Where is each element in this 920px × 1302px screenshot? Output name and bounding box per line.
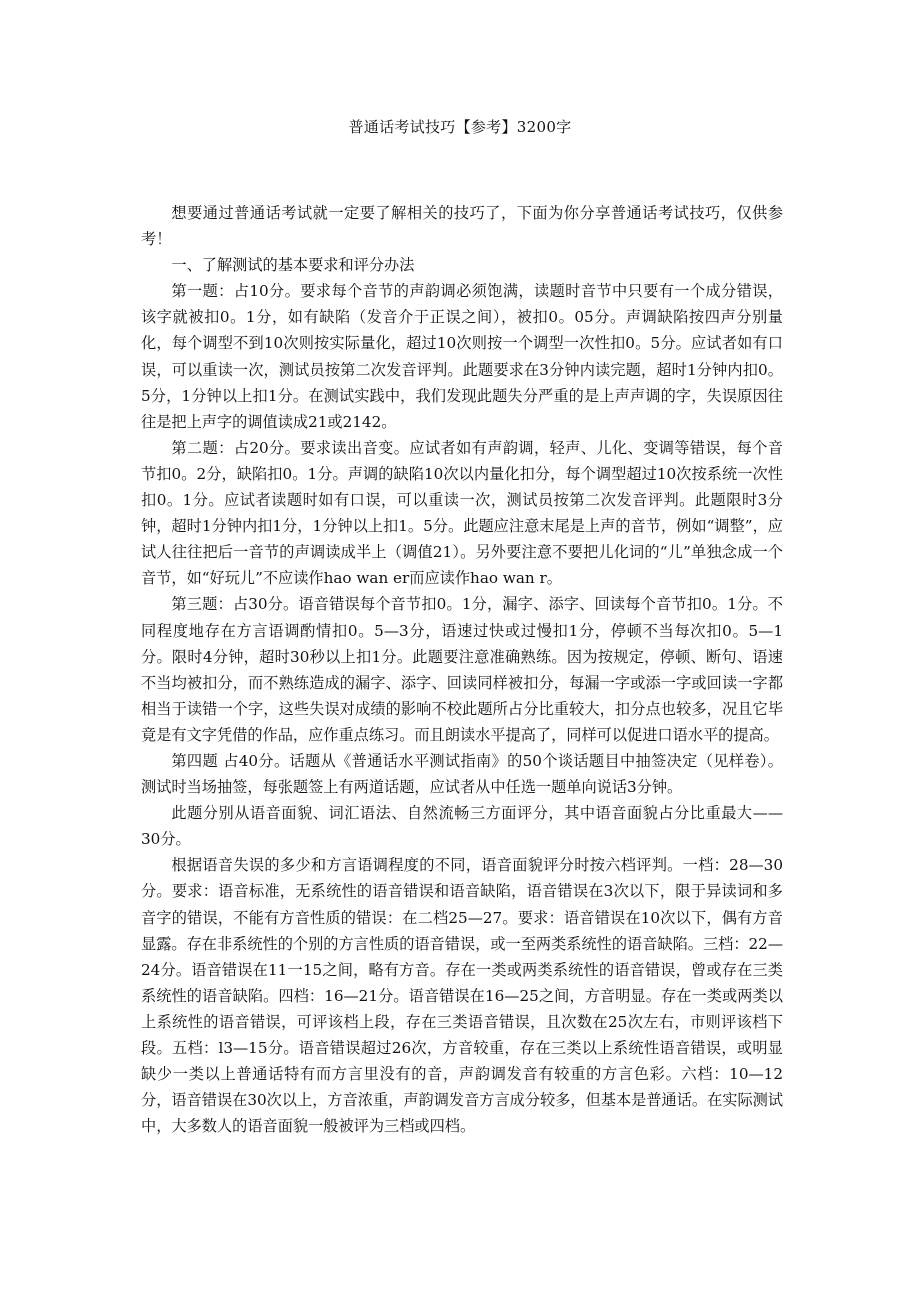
question-4-paragraph: 第四题 占40分。话题从《普通话水平测试指南》的50个谈话题目中抽签决定（见样卷）。测试时当场抽签，每张题签上有两道话题，应试者从中任选一题单向说话3分钟。 xyxy=(141,751,783,797)
scoring-aspects-paragraph: 此题分别从语音面貌、词汇语法、自然流畅三方面评分，其中语音面貌占分比重最大——30分。 xyxy=(141,804,783,849)
section-heading: 一、了解测试的基本要求和评分办法 xyxy=(171,256,415,275)
document-body xyxy=(141,200,783,1139)
document-title: 普通话考试技巧【参考】3200字 xyxy=(348,118,572,136)
question-3-paragraph: 第三题：占30分。语音错误每个音节扣0。1分，漏字、添字、回读每个音节扣0。1分。不同程度地存在方言语调酌情扣0。5—3分，语速过快或过慢扣1分，停顿不当每次扣0。5—1分。限时4分钟，超时30秒以上扣1分。此题要注意准确熟练。因为按规定，停顿、断句、语速不当均被扣分，而不熟练造成的漏字、添字、回读同样被扣分，每漏一字或添一字或回读一字都相当于读错一个字，这些失误对成绩的影响不校此题所占分比重较大，扣分点也较多，况且它毕竟是有文字凭借的作品，应作重点练习。而且朗读水平提高了，同样可以促进口语水平的提高。 xyxy=(141,595,783,744)
grading-levels-paragraph: 根据语音失误的多少和方言语调程度的不同，语音面貌评分时按六档评判。一档：28—30分。要求：语音标准，无系统性的语音错误和语音缺陷，语音错误在3次以下，限于异读词和多音字的错误，不能有方音性质的错误：在二档25—27。要求：语音错误在10次以下，偶有方音显露。存在非系统性的个别的方言性质的语音错误，或一至两类系统性的语音缺陷。三档：22—24分。语音错误在11一15之间，略有方音。存在一类或两类系统性的语音错误，曾或存在三类系统性的语音缺陷。四档：16—21分。语音错误在16—25之间，方音明显。存在一类或两类以上系统性的语音错误，可评该档上段，存在三类语音错误，且次数在25次左右，市则评该档下段。五档：l3—15分。语音错误超过26次，方音较重，存在三类以上系统性语音错误，或明显缺少一类以上普通话特有而方言里没有的音，声韵调发音有较重的方言色彩。六档：10—12分，语音错误在30次以上，方音浓重，声韵调发音方言成分较多，但基本是普通话。在实际测试中，大多数人的语音面貌一般被评为三档或四档。 xyxy=(141,856,784,1136)
intro-paragraph: 想要通过普通话考试就一定要了解相关的技巧了，下面为你分享普通话考试技巧，仅供参考！ xyxy=(141,204,783,249)
question-2-paragraph: 第二题：占20分。要求读出音变。应试者如有声韵调，轻声、儿化、变调等错误，每个音节扣0。2分，缺陷扣0。1分。声调的缺陷10次以内量化扣分，每个调型超过10次按系统一次性扣0。1分。应试者读题时如有口误，可以重读一次，测试员按第二次发音评判。此题限时3分钟，超时1分钟内扣1分，1分钟以上扣1。5分。此题应注意末尾是上声的音节，例如“调整”，应试人往往把后一音节的声调读成半上（调值21）。另外要注意不要把儿化词的“儿”单独念成一个音节，如“好玩儿”不应读作hao wan er而应读作hao wan r。 xyxy=(141,438,783,588)
question-1-paragraph: 第一题：占10分。要求每个音节的声韵调必须饱满，读题时音节中只要有一个成分错误，该字就被扣0。1分，如有缺陷（发音介于正误之间），被扣0。05分。声调缺陷按四声分别量化，每个调型不到10次则按实际量化，超过10次则按一个调型一次性扣0。5分。应试者如有口误，可以重读一次，测试员按第二次发音评判。此题要求在3分钟内读完题，超时1分钟内扣0。5分，1分钟以上扣1分。在测试实践中，我们发现此题失分严重的是上声声调的字，失误原因往往是把上声字的调值读成21或2142。 xyxy=(141,282,783,431)
